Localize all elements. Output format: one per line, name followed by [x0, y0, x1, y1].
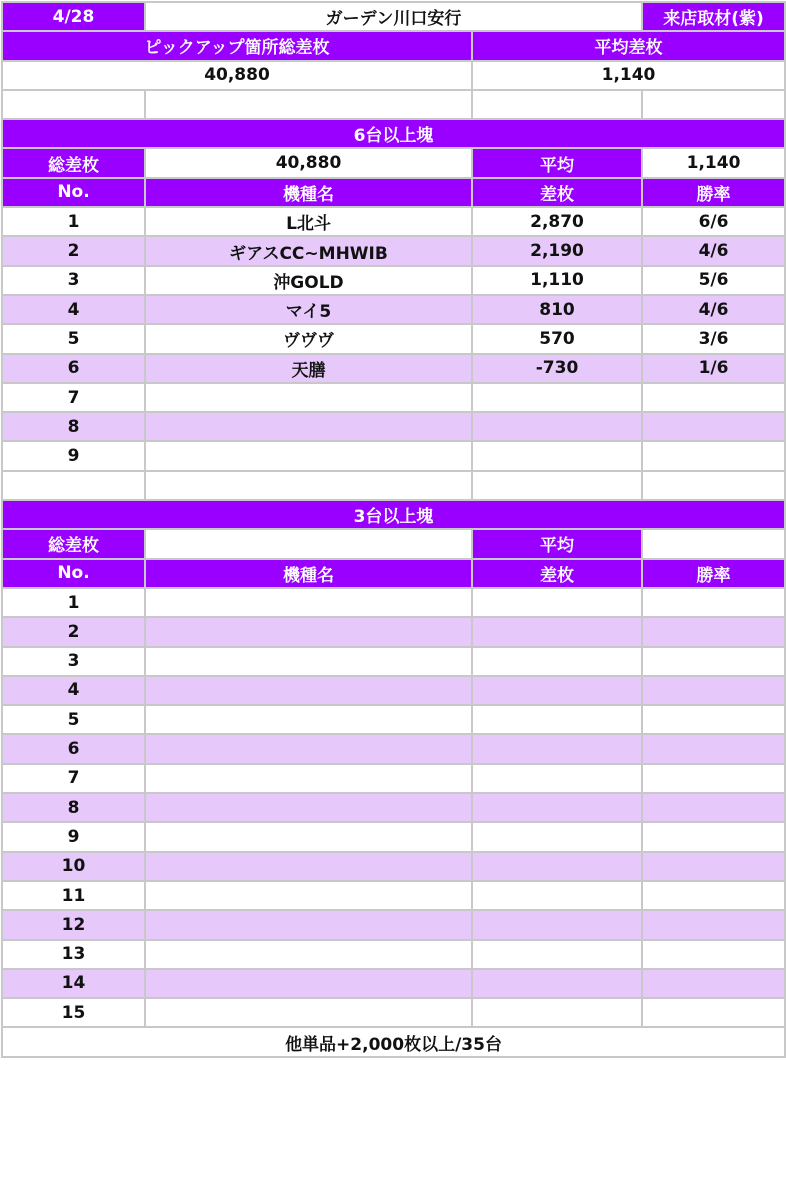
win-rate — [642, 822, 785, 851]
table-row — [2, 647, 785, 676]
machine-name — [145, 969, 472, 998]
empty-cell — [472, 471, 642, 500]
diff-value — [472, 822, 642, 851]
section3-column-headers — [2, 559, 785, 588]
section3-total-label: 総差枚 — [2, 529, 145, 558]
empty-cell — [2, 90, 145, 119]
col-header-no: No. — [2, 178, 145, 207]
section6-total-label: 総差枚 — [2, 148, 145, 177]
col-header-diff: 差枚 — [472, 178, 642, 207]
diff-value — [472, 588, 642, 617]
section3-rows — [2, 588, 785, 1027]
diff-value — [472, 998, 642, 1027]
machine-name: 天膳 — [145, 354, 472, 383]
machine-name — [145, 383, 472, 412]
store-name: ガーデン川口安行 — [145, 2, 642, 31]
row-number: 5 — [2, 324, 145, 353]
section6-title: 6台以上塊 — [2, 119, 785, 148]
diff-value — [472, 705, 642, 734]
win-rate — [642, 764, 785, 793]
row-number: 8 — [2, 793, 145, 822]
diff-value: 810 — [472, 295, 642, 324]
win-rate: 5/6 — [642, 266, 785, 295]
table-row — [2, 705, 785, 734]
section6-rows — [2, 207, 785, 471]
table-row — [2, 676, 785, 705]
win-rate — [642, 881, 785, 910]
tag-cell: 来店取材(紫) — [642, 2, 785, 31]
section3-avg-value — [642, 529, 785, 558]
row-number: 1 — [2, 588, 145, 617]
machine-name: ヴヴヴ — [145, 324, 472, 353]
col-header-no: No. — [2, 559, 145, 588]
table-row — [2, 354, 785, 383]
machine-name — [145, 588, 472, 617]
win-rate — [642, 441, 785, 470]
row-number: 13 — [2, 940, 145, 969]
row-number: 6 — [2, 354, 145, 383]
col-header-machine: 機種名 — [145, 559, 472, 588]
win-rate — [642, 676, 785, 705]
diff-value — [472, 764, 642, 793]
row-number: 10 — [2, 852, 145, 881]
spacer-row — [2, 90, 785, 119]
pickup-avg-label: 平均差枚 — [472, 31, 785, 60]
table-row — [2, 383, 785, 412]
table-row — [2, 793, 785, 822]
pickup-label-row — [2, 31, 785, 60]
diff-value — [472, 940, 642, 969]
machine-name — [145, 910, 472, 939]
diff-value — [472, 734, 642, 763]
machine-name — [145, 793, 472, 822]
win-rate — [642, 647, 785, 676]
footer-note: 他単品+2,000枚以上/35台 — [2, 1027, 785, 1056]
table-row — [2, 764, 785, 793]
machine-name — [145, 676, 472, 705]
win-rate — [642, 705, 785, 734]
table-row — [2, 852, 785, 881]
row-number: 14 — [2, 969, 145, 998]
win-rate — [642, 793, 785, 822]
machine-name — [145, 764, 472, 793]
empty-cell — [145, 90, 472, 119]
row-number: 8 — [2, 412, 145, 441]
diff-value — [472, 852, 642, 881]
table-row — [2, 295, 785, 324]
diff-value — [472, 793, 642, 822]
row-number: 11 — [2, 881, 145, 910]
section6-column-headers — [2, 178, 785, 207]
win-rate — [642, 940, 785, 969]
table-row — [2, 236, 785, 265]
table-row — [2, 822, 785, 851]
row-number: 7 — [2, 383, 145, 412]
row-number: 6 — [2, 734, 145, 763]
diff-value — [472, 617, 642, 646]
empty-cell — [642, 90, 785, 119]
table-row — [2, 734, 785, 763]
row-number: 5 — [2, 705, 145, 734]
section3-total-value — [145, 529, 472, 558]
diff-value — [472, 881, 642, 910]
section3-avg-label: 平均 — [472, 529, 642, 558]
machine-name: マイ5 — [145, 295, 472, 324]
diff-value: 2,190 — [472, 236, 642, 265]
pickup-total-value: 40,880 — [2, 61, 472, 90]
machine-name — [145, 940, 472, 969]
col-header-rate: 勝率 — [642, 559, 785, 588]
diff-value: 570 — [472, 324, 642, 353]
win-rate — [642, 910, 785, 939]
row-number: 1 — [2, 207, 145, 236]
table-row — [2, 617, 785, 646]
win-rate: 1/6 — [642, 354, 785, 383]
diff-value — [472, 412, 642, 441]
table-row — [2, 910, 785, 939]
col-header-diff: 差枚 — [472, 559, 642, 588]
diff-value — [472, 910, 642, 939]
row-number: 2 — [2, 617, 145, 646]
section3-title: 3台以上塊 — [2, 500, 785, 529]
table-row — [2, 969, 785, 998]
row-number: 3 — [2, 266, 145, 295]
machine-name — [145, 822, 472, 851]
section3-title-row — [2, 500, 785, 529]
diff-value: 1,110 — [472, 266, 642, 295]
machine-name: L北斗 — [145, 207, 472, 236]
row-number: 7 — [2, 764, 145, 793]
empty-cell — [2, 471, 145, 500]
table-row — [2, 588, 785, 617]
section3-summary-row — [2, 529, 785, 558]
row-number: 9 — [2, 441, 145, 470]
win-rate — [642, 383, 785, 412]
table-row — [2, 266, 785, 295]
win-rate — [642, 969, 785, 998]
row-number: 4 — [2, 676, 145, 705]
row-number: 12 — [2, 910, 145, 939]
diff-value: 2,870 — [472, 207, 642, 236]
table-row — [2, 412, 785, 441]
diff-value — [472, 676, 642, 705]
win-rate: 3/6 — [642, 324, 785, 353]
machine-name — [145, 617, 472, 646]
machine-name — [145, 705, 472, 734]
win-rate: 6/6 — [642, 207, 785, 236]
report-table — [1, 1, 786, 1058]
row-number: 3 — [2, 647, 145, 676]
table-row — [2, 881, 785, 910]
section6-avg-value: 1,140 — [642, 148, 785, 177]
machine-name — [145, 881, 472, 910]
table-row — [2, 940, 785, 969]
pickup-total-label: ピックアップ箇所総差枚 — [2, 31, 472, 60]
empty-cell — [642, 471, 785, 500]
row-number: 2 — [2, 236, 145, 265]
machine-name — [145, 441, 472, 470]
row-number: 15 — [2, 998, 145, 1027]
win-rate: 4/6 — [642, 236, 785, 265]
diff-value: -730 — [472, 354, 642, 383]
row-number: 9 — [2, 822, 145, 851]
spacer-row — [2, 471, 785, 500]
section6-summary-row — [2, 148, 785, 177]
win-rate — [642, 412, 785, 441]
machine-name: 沖GOLD — [145, 266, 472, 295]
section6-title-row — [2, 119, 785, 148]
machine-name — [145, 412, 472, 441]
win-rate — [642, 734, 785, 763]
diff-value — [472, 969, 642, 998]
win-rate — [642, 852, 785, 881]
empty-cell — [145, 471, 472, 500]
table-row — [2, 324, 785, 353]
section6-avg-label: 平均 — [472, 148, 642, 177]
row-number: 4 — [2, 295, 145, 324]
col-header-rate: 勝率 — [642, 178, 785, 207]
table-row — [2, 207, 785, 236]
header-row — [2, 2, 785, 31]
machine-name — [145, 998, 472, 1027]
machine-name — [145, 647, 472, 676]
pickup-value-row — [2, 61, 785, 90]
machine-name: ギアスCC~MHWIB — [145, 236, 472, 265]
win-rate — [642, 617, 785, 646]
col-header-machine: 機種名 — [145, 178, 472, 207]
diff-value — [472, 383, 642, 412]
section6-total-value: 40,880 — [145, 148, 472, 177]
diff-value — [472, 647, 642, 676]
machine-name — [145, 734, 472, 763]
machine-name — [145, 852, 472, 881]
win-rate — [642, 998, 785, 1027]
diff-value — [472, 441, 642, 470]
footer-row — [2, 1027, 785, 1056]
table-row — [2, 441, 785, 470]
date-cell: 4/28 — [2, 2, 145, 31]
pickup-avg-value: 1,140 — [472, 61, 785, 90]
empty-cell — [472, 90, 642, 119]
win-rate — [642, 588, 785, 617]
table-row — [2, 998, 785, 1027]
win-rate: 4/6 — [642, 295, 785, 324]
